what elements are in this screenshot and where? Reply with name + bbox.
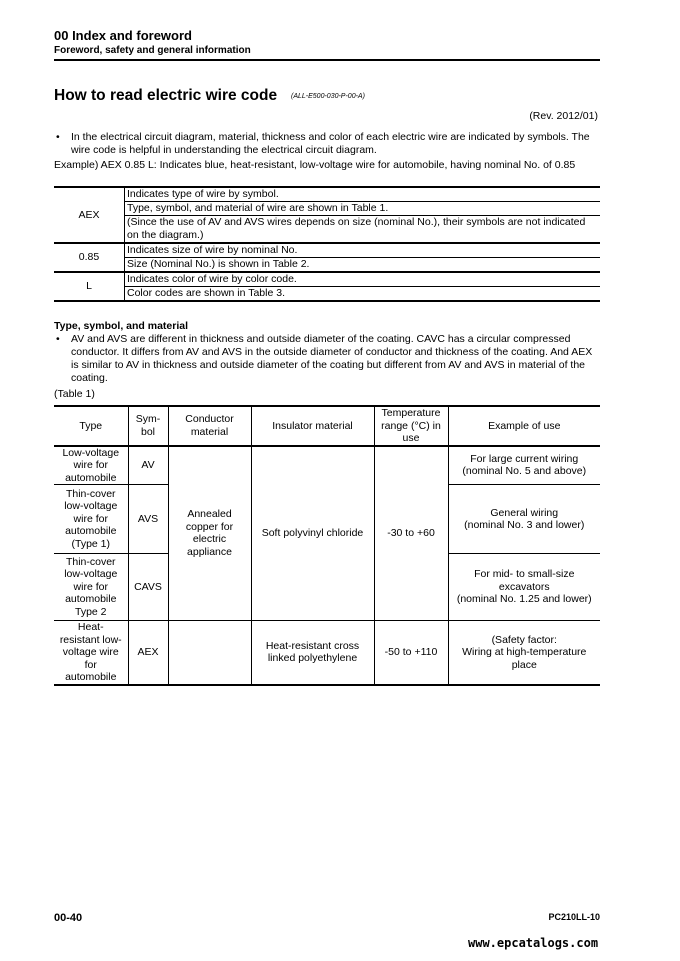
cell-use: For large current wiring (nominal No. 5 and above) (448, 446, 600, 485)
code-desc: Indicates size of wire by nominal No. (127, 244, 298, 256)
cell-use: For mid- to small-size excavators (nominal No. 1.25 and lower) (448, 554, 600, 621)
header-divider (54, 59, 600, 61)
table-row (54, 446, 600, 485)
chapter-title: 00 Index and foreword (54, 28, 192, 43)
example-text: Example) AEX 0.85 L: Indicates blue, heat-resistant, low-voltage wire for automobile, having nominal No. of 0.85 (54, 159, 576, 171)
cell-conductor-cont (168, 621, 251, 685)
cell-conductor: Annealed copper for electric appliance (168, 446, 251, 621)
watermark-link[interactable]: www.epcatalogs.com (468, 936, 599, 950)
code-desc: Type, symbol, and material of wire are shown in Table 1. (125, 202, 601, 216)
code-row (54, 258, 600, 273)
code-desc: Indicates color of wire by color code. (127, 273, 297, 285)
types-bullet (54, 333, 600, 385)
code-desc: Color codes are shown in Table 3. (125, 287, 601, 302)
table-row (54, 621, 600, 685)
code-desc: Size (Nominal No.) is shown in Table 2. (125, 258, 601, 273)
cell-use: General wiring (nominal No. 3 and lower) (448, 485, 600, 554)
types-heading: Type, symbol, and material (54, 320, 189, 332)
code-row (54, 287, 600, 302)
page-number: 00-40 (54, 912, 83, 924)
bullet-marker: • (56, 333, 60, 345)
wire-code-table (54, 186, 600, 302)
cell-symbol: CAVS (128, 554, 168, 621)
chapter-subtitle: Foreword, safety and general information (54, 45, 251, 56)
code-row (54, 243, 600, 258)
code-row (54, 187, 600, 202)
col-header-use: Example of use (448, 406, 600, 446)
cell-type: Thin-cover low-voltage wire for automobile Type 2 (54, 554, 128, 621)
wire-type-table (54, 405, 600, 686)
code-key: L (54, 272, 125, 301)
cell-temperature: -30 to +60 (374, 446, 448, 621)
cell-use: (Safety factor: Wiring at high-temperature place (448, 621, 600, 685)
intro-text: In the electrical circuit diagram, material, thickness and color of each electric wire are indicated by symbols. The wire code is helpful in understanding the electrical circuit diagram. (71, 131, 590, 156)
section-code: (ALL-E500-030-P-00-A) (291, 93, 365, 100)
code-row (54, 216, 600, 244)
code-desc: (Since the use of AV and AVS wires depends on size (nominal No.), their symbols are not indicated on the diagram.) (125, 216, 601, 244)
code-row (54, 202, 600, 216)
code-key: AEX (54, 187, 125, 243)
revision-label: (Rev. 2012/01) (529, 110, 598, 122)
table-label: (Table 1) (54, 388, 95, 400)
code-desc: Indicates type of wire by symbol. (127, 188, 279, 200)
section-title: How to read electric wire code (54, 87, 278, 104)
col-header-temperature: Temperature range (°C) in use (374, 406, 448, 446)
code-row (54, 272, 600, 287)
intro-bullet (54, 131, 600, 157)
col-header-insulator: Insulator material (251, 406, 374, 446)
cell-insulator: Heat-resistant cross linked polyethylene (251, 621, 374, 685)
cell-symbol: AEX (128, 621, 168, 685)
cell-type: Heat- resistant low- voltage wire for automobile (54, 621, 128, 685)
cell-type: Thin-cover low-voltage wire for automobile (Type 1) (54, 485, 128, 554)
col-header-symbol: Sym- bol (128, 406, 168, 446)
types-text: AV and AVS are different in thickness and outside diameter of the coating. CAVC has a circular compressed conductor. It differs from AV and AVS in the outside diameter of conductor and thickness of the coating. And AEX is similar to AV in thickness and outside diameter of the coating but different from AV and AVS in material of the coating. (71, 333, 593, 384)
cell-symbol: AV (128, 446, 168, 485)
col-header-type: Type (54, 406, 128, 446)
cell-insulator: Soft polyvinyl chloride (251, 446, 374, 621)
model-label: PC210LL-10 (548, 912, 600, 922)
cell-temperature: -50 to +110 (374, 621, 448, 685)
code-key: 0.85 (54, 243, 125, 272)
table-header-row (54, 406, 600, 446)
cell-type: Low-voltage wire for automobile (54, 446, 128, 485)
col-header-conductor: Conductor material (168, 406, 251, 446)
cell-symbol: AVS (128, 485, 168, 554)
bullet-marker: • (56, 131, 60, 143)
